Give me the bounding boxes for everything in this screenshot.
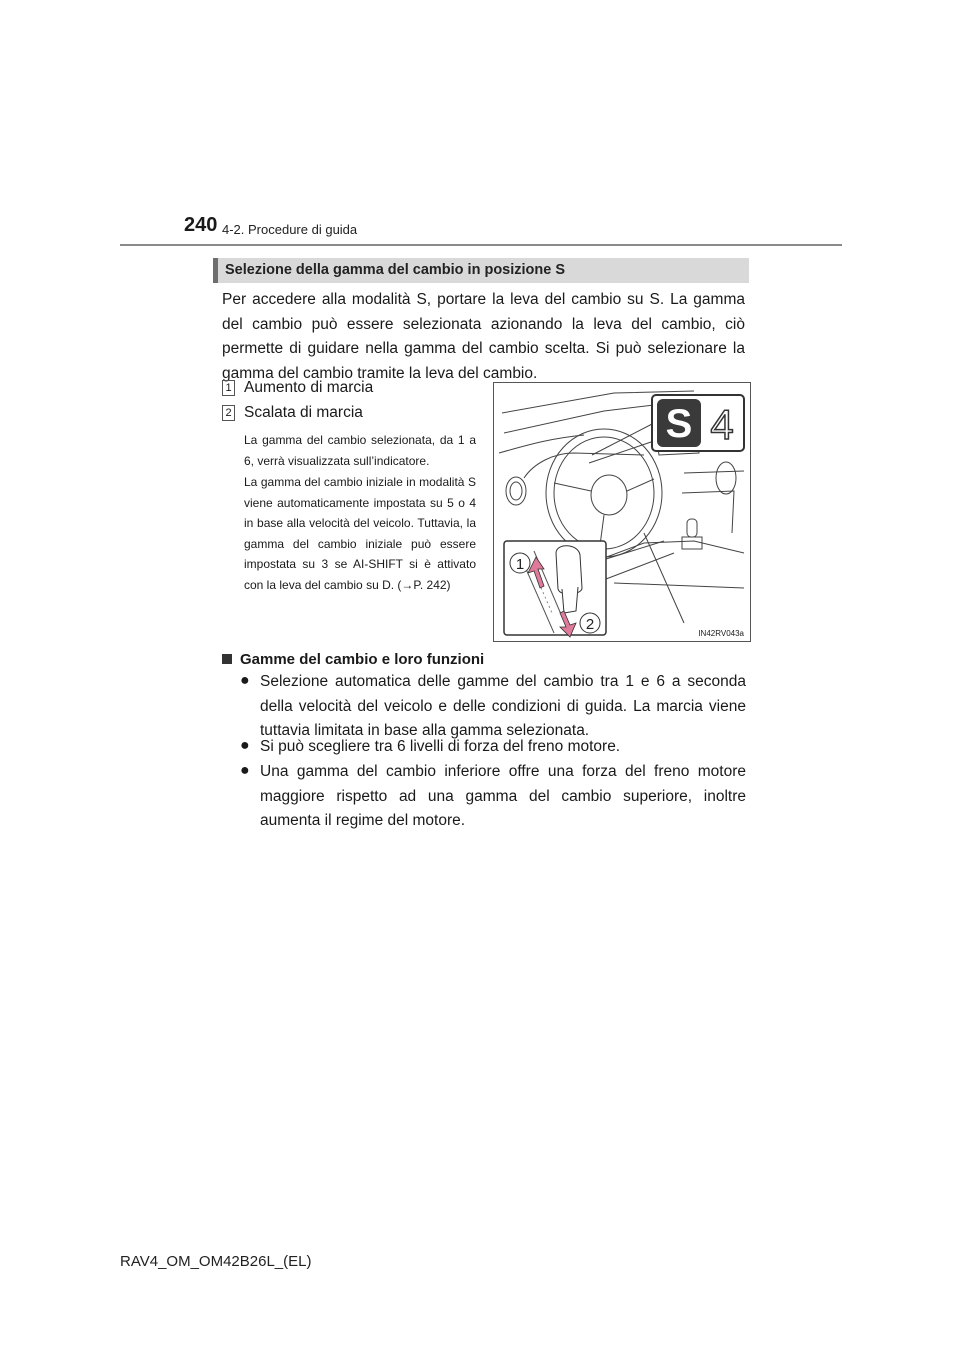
square-bullet-icon <box>222 654 232 664</box>
bullet-engine-brake-levels: Si può scegliere tra 6 livelli di forza del freno motore. <box>260 738 621 755</box>
step-badge-1: 1 <box>222 380 235 396</box>
header-divider <box>120 244 842 246</box>
gear-indicator <box>652 395 744 451</box>
shift-lever-inset <box>504 541 606 637</box>
bullet-dot-icon: ● <box>240 672 250 689</box>
subsection-title-text: Gamme del cambio e loro funzioni <box>240 651 485 668</box>
shift-lever-illustration <box>493 382 751 642</box>
document-code: RAV4_OM_OM42B26L_(EL) <box>120 1253 312 1270</box>
bullet-dot-icon: ● <box>240 737 250 754</box>
section-heading-bar <box>213 258 749 283</box>
intro-paragraph: Per accedere alla modalità S, portare la leva del cambio su S. La gamma del cambio può essere selezionata azionando la leva del cambio, ciò permette di guidare nella gamma del cambio scelta. Si può selezionare la gamma del cambio tramite la leva del cambio. <box>222 291 745 382</box>
step-downshift: Scalata di marcia <box>244 404 363 421</box>
figure-code: IN42RV043a <box>698 629 744 638</box>
bullet-auto-selection: Selezione automatica delle gamme del cambio tra 1 e 6 a seconda della velocità del veicolo e delle condizioni di guida. La marcia viene tuttavia limitata in base alla gamma selezionata. <box>260 673 746 739</box>
step-upshift: Aumento di marcia <box>244 379 374 396</box>
indicator-letter: S <box>665 402 693 446</box>
note-indicator: La gamma del cambio selezionata, da 1 a 6, verrà visualizzata sull’indicatore. <box>244 433 476 468</box>
step-badge-2: 2 <box>222 405 235 421</box>
callout-1: 1 <box>515 556 525 573</box>
subsection-title <box>222 651 484 668</box>
page-number: 240 <box>184 214 218 236</box>
section-title: 4-2. Procedure di guida <box>222 222 358 237</box>
bullet-dot-icon: ● <box>240 762 250 779</box>
indicator-digit: 4 <box>710 401 734 448</box>
section-heading: Selezione della gamma del cambio in posizione S <box>225 262 566 278</box>
heading-accent <box>213 258 218 283</box>
bullet-lower-range: Una gamma del cambio inferiore offre una forza del freno motore maggiore rispetto ad una gamma del cambio superiore, inoltre aumenta il regime del motore. <box>260 763 746 829</box>
dashboard-drawing <box>494 383 750 641</box>
note-initial-range: La gamma del cambio iniziale in modalità S viene automaticamente impostata su 5 o 4 in base alla velocità del veicolo. Tuttavia, la gamma del cambio iniziale può essere impostata su 3 se AI-SHIFT si è attivato con la leva del cambio su D. (→P. 242) <box>244 475 476 592</box>
callout-2: 2 <box>585 616 595 633</box>
